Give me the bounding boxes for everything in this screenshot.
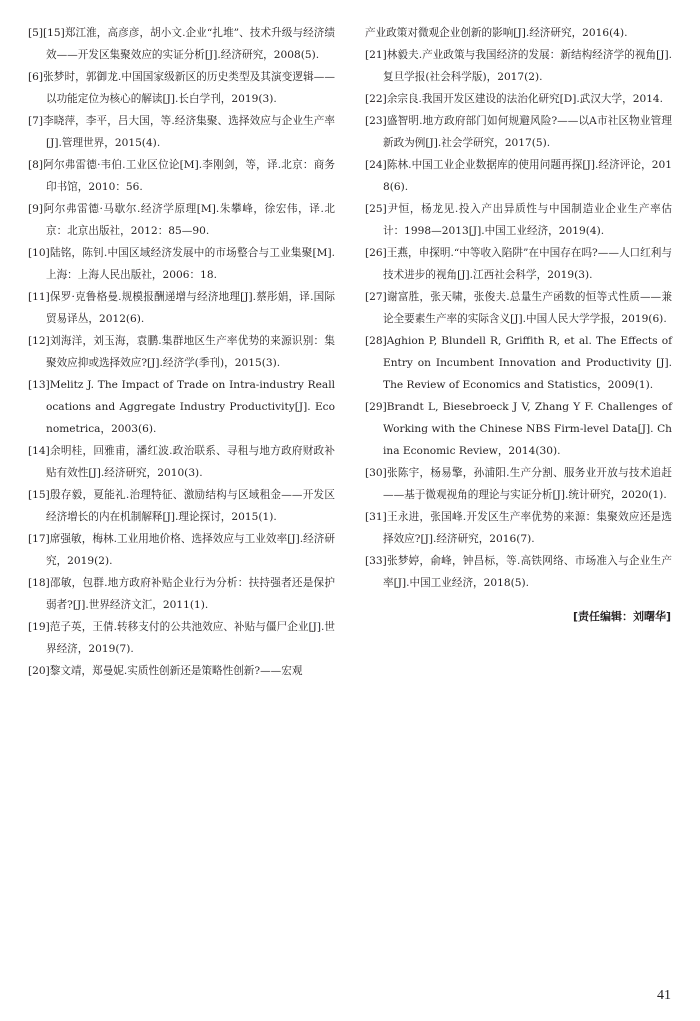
reference-item: [21]林毅夫.产业政策与我国经济的发展：新结构经济学的视角[J].复旦学报(社会科学版)，2017(2). [365,49,672,83]
reference-item: [18]邵敏，包群.地方政府补贴企业行为分析：扶持强者还是保护弱者?[J].世界经济文汇，2011(1). [28,577,335,611]
reference-item: [20]黎文靖，郑曼妮.实质性创新还是策略性创新?——宏观 [28,665,303,677]
reference-item: [6]张梦时，郭御龙.中国国家级新区的历史类型及其演变逻辑——以功能定位为核心的解读[J].长白学刊，2019(3). [28,71,335,105]
editor-note: [责任编辑：刘曙华] [572,610,671,623]
reference-item: [24]陈林.中国工业企业数据库的使用问题再探[J].经济评论，2018(6). [365,159,672,193]
reference-item: [13]Melitz J. The Impact of Trade on Intra-industry Reallocations and Aggregate Industry Productivity[J]. Econometrica，2003(6). [28,379,335,435]
reference-item: [7]李晓萍，李平，吕大国，等.经济集聚、选择效应与企业生产率[J].管理世界，2015(4). [28,115,335,149]
page-number: 41 [657,988,671,1003]
reference-list-right [365,22,672,594]
reference-item: [33]张梦婷，俞峰，钟昌标，等.高铁网络、市场准入与企业生产率[J].中国工业经济，2018(5). [365,555,672,589]
reference-item: [30]张陈宇，杨易擎，孙浦阳.生产分割、服务业开放与技术追赶——基于微观视角的理论与实证分析[J].统计研究，2020(1). [365,467,672,501]
reference-list-left [28,22,335,682]
reference-item: [9]阿尔弗雷德·马歇尔.经济学原理[M].朱攀峰，徐宏伟，译.北京：北京出版社，2012：85—90. [28,203,335,237]
reference-item: [25]尹恒，杨龙见.投入产出异质性与中国制造业企业生产率估计：1998—2013[J].中国工业经济，2019(4). [365,203,672,237]
reference-item: [10]陆铭，陈钊.中国区域经济发展中的市场整合与工业集聚[M].上海：上海人民出版社，2006：18. [28,247,335,281]
reference-item: [22]余宗良.我国开发区建设的法治化研究[D].武汉大学，2014. [365,93,664,105]
reference-item: [14]余明桂，回雅甫，潘红波.政治联系、寻租与地方政府财政补贴有效性[J].经济研究，2010(3). [28,445,335,479]
reference-item: [8]阿尔弗雷德·韦伯.工业区位论[M].李刚剑，等，译.北京：商务印书馆，2010：56. [28,159,335,193]
reference-item: [23]盛智明.地方政府部门如何规避风险?——以A市社区物业管理新政为例[J].社会学研究，2017(5). [365,115,672,149]
reference-item: [19]范子英，王倩.转移支付的公共池效应、补贴与僵尸企业[J].世界经济，2019(7). [28,621,335,655]
reference-item: [29]Brandt L, Biesebroeck J V, Zhang Y F. Challenges of Working with the Chinese NBS Firm-level Data[J]. China Economic Review，2014(30). [365,401,672,457]
reference-item: [17]席强敏，梅林.工业用地价格、选择效应与工业效率[J].经济研究，2019(2). [28,533,335,567]
reference-item: 产业政策对微观企业创新的影响[J].经济研究，2016(4). [365,27,628,39]
reference-item: [11]保罗·克鲁格曼.规模报酬递增与经济地理[J].蔡彤娟，译.国际贸易译丛，2012(6). [28,291,335,325]
reference-item: [15]殷存毅，夏能礼.治理特征、激励结构与区域租金——开发区经济增长的内在机制解释[J].理论探讨，2015(1). [28,489,335,523]
reference-item: [5][15]郑江淮，高彦彦，胡小文.企业“扎堆”、技术升级与经济绩效——开发区集聚效应的实证分析[J].经济研究，2008(5). [28,27,335,61]
reference-item: [28]Aghion P, Blundell R, Griffith R, et al. The Effects of Entry on Incumbent Innovation and Productivity [J]. The Review of Economics and Statistics，2009(1). [365,335,672,391]
reference-item: [31]王永进，张国峰.开发区生产率优势的来源：集聚效应还是选择效应?[J].经济研究，2016(7). [365,511,672,545]
reference-item: [26]王燕，申探明.“中等收入陷阱”在中国存在吗?——人口红利与技术进步的视角[J].江西社会科学，2019(3). [365,247,672,281]
reference-item: [12]刘海洋，刘玉海，袁鹏.集群地区生产率优势的来源识别：集聚效应抑或选择效应?[J].经济学(季刊)，2015(3). [28,335,335,369]
reference-item: [27]谢富胜，张天啸，张俊夫.总量生产函数的恒等式性质——兼论全要素生产率的实际含义[J].中国人民大学学报，2019(6). [365,291,672,325]
